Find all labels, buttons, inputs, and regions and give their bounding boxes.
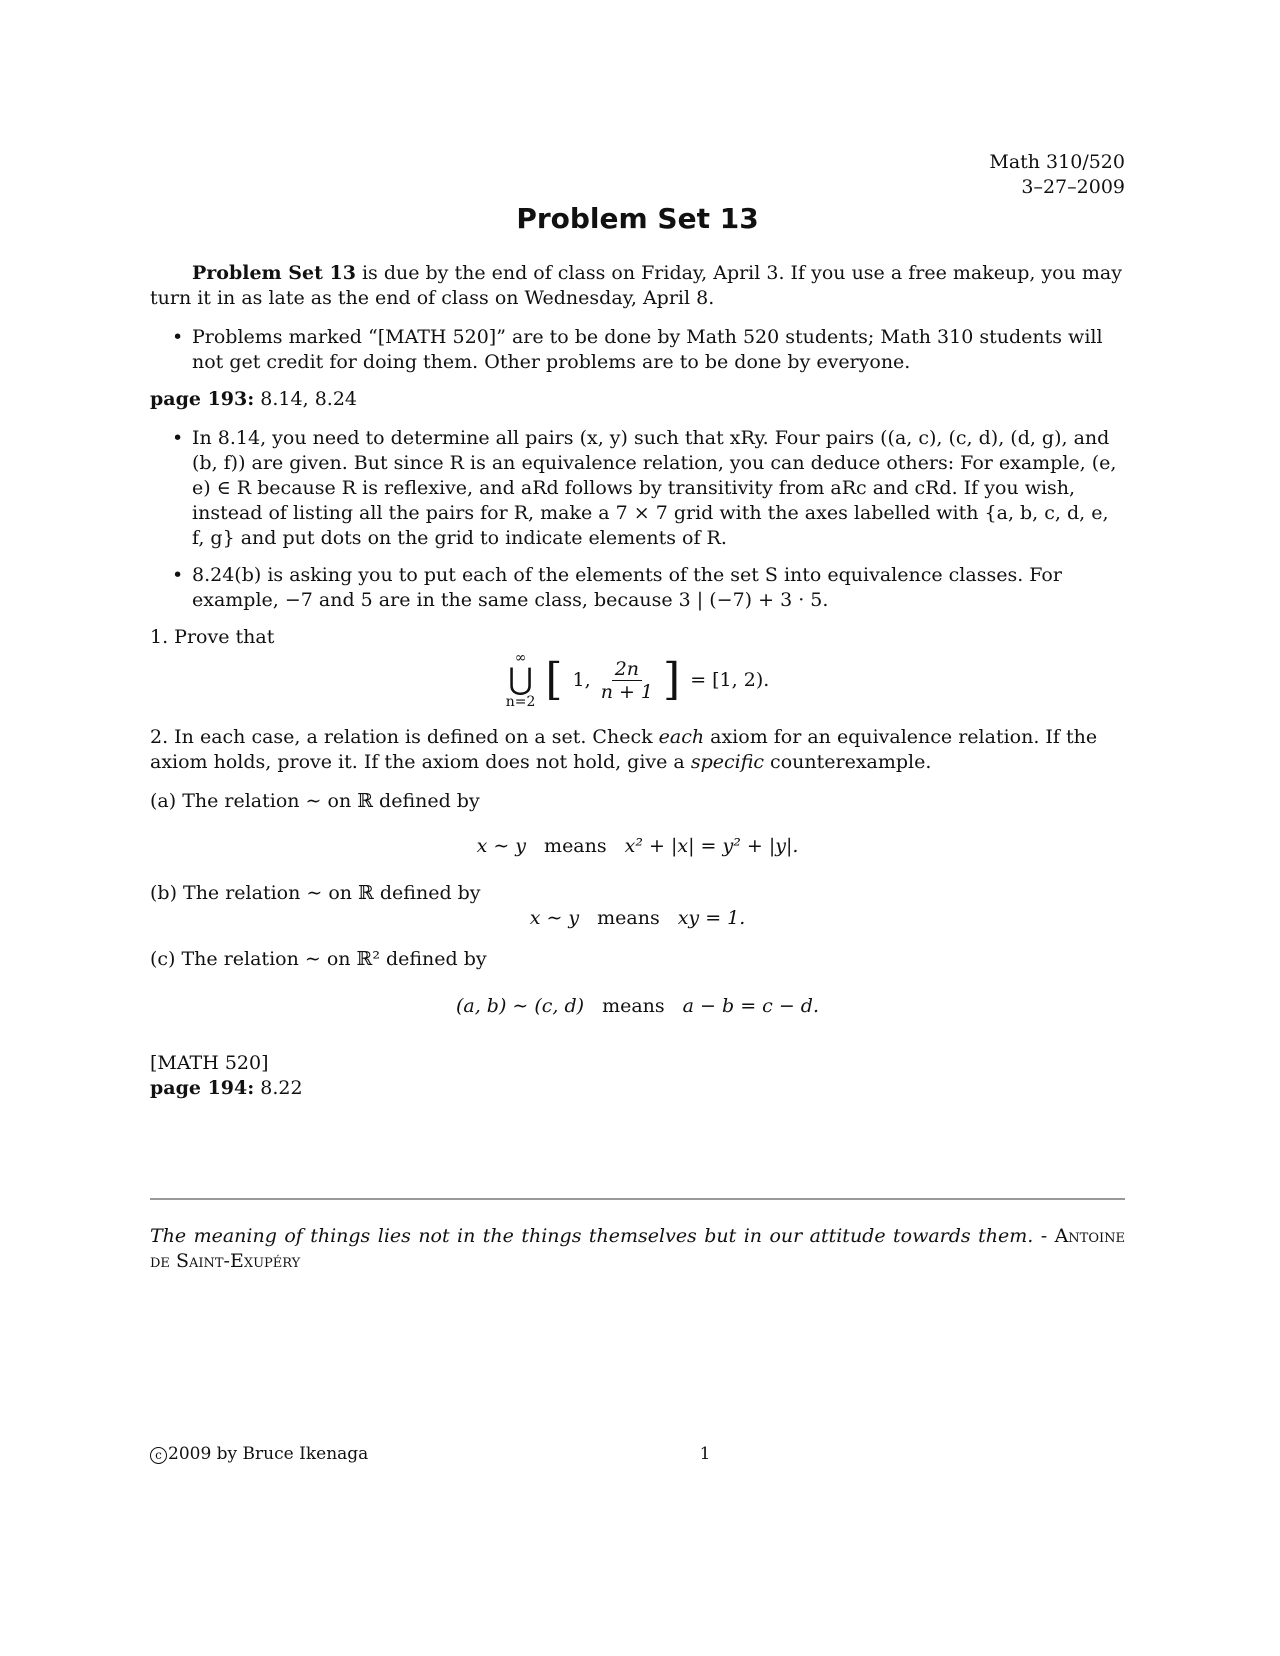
intro-paragraph — [150, 261, 1125, 311]
problem2c-equation: (a, b) ∼ (c, d) means a − b = c − d. — [455, 995, 820, 1017]
problem2a-equation: x ∼ y means x² + |x| = y² + |y|. — [476, 835, 799, 857]
page194-heading — [150, 1076, 1125, 1101]
fraction: $\frac{2n}{n + 1}$ — [600, 657, 654, 703]
quote: The meaning of things lies not in the things themselves but in our attitude towards them. - Antoine de Saint-Exupéry — [150, 1225, 1125, 1272]
copyright: c 2009 by Bruce Ikenaga — [150, 1442, 368, 1467]
problem2a-label: (a) The relation ∼ on ℝ defined by — [150, 790, 480, 812]
page193-problems: 8.14, 8.24 — [254, 388, 357, 410]
page-number: 1 — [699, 1444, 711, 1464]
horizontal-rule — [150, 1198, 1125, 1200]
document-page — [150, 150, 1125, 1610]
bullet-8-14: • In 8.14, you need to determine all pairs (x, y) such that xRy. Four pairs ((a, c), (c, d), (d, g), and (b, f)) are given. But since R is an equivalence relation, you can deduce others: For example, (e, e) ∈ R because R is reflexive, and aRd follows by transitivity from aRc and cRd. If you wish, instead of listing all the pairs for R, make a 7 × 7 grid with the axes labelled with {a, b, c, d, e, f, g} and put dots on the grid to indicate elements of R. — [192, 426, 1125, 551]
quote-text: The meaning of things lies not in the things themselves but in our attitude towards them. — [150, 1225, 1034, 1247]
problem1-text: 1. Prove that — [150, 626, 275, 648]
page194-label: page 194: — [150, 1077, 255, 1099]
note-bullet: • Problems marked “[MATH 520]” are to be done by Math 520 students; Math 310 students will not get credit for doing them. Other problems are to be done by everyone. — [192, 325, 1125, 375]
copyright-icon: c — [150, 1447, 167, 1464]
problem2-intro: 2. In each case, a relation is defined on a set. Check each axiom for an equivalence relation. If the axiom holds, prove it. If the axiom does not hold, give a specific counterexample. — [150, 726, 1098, 773]
date-label: 3–27–2009 — [1021, 176, 1125, 198]
page193-heading — [150, 387, 1125, 412]
problem1-equation: ∞ ⋃ n=2 [ 1, $\frac{2n}{n + 1}$ ] = [1, 2). — [505, 650, 770, 710]
bullet-8-24: • 8.24(b) is asking you to put each of the elements of the set S into equivalence classes. For example, −7 and 5 are in the same class, because 3 | (−7) + 3 · 5. — [192, 563, 1125, 613]
note-list — [150, 325, 1125, 375]
header-block — [150, 150, 1125, 200]
union-operator: ∞ ⋃ n=2 — [505, 650, 536, 710]
problem2c-label: (c) The relation ∼ on ℝ² defined by — [150, 948, 487, 970]
page194-problems: 8.22 — [254, 1077, 303, 1099]
intro-text: is due by the end of class on Friday, April 3. If you use a free makeup, you may turn it in as late as the end of class on Wednesday, April 8. — [150, 262, 1122, 309]
problem2b-equation: x ∼ y means xy = 1. — [529, 907, 746, 929]
page193-bullets — [150, 426, 1125, 613]
page-title: Problem Set 13 — [516, 202, 759, 235]
page193-label: page 193: — [150, 388, 255, 410]
math520-tag: [MATH 520] — [150, 1052, 269, 1074]
course-label: Math 310/520 — [989, 151, 1125, 173]
intro-bold: Problem Set 13 — [192, 262, 356, 284]
problem2b-label: (b) The relation ∼ on ℝ defined by — [150, 882, 481, 904]
quote-author: Antoine de Saint-Exupéry — [150, 1225, 1125, 1272]
